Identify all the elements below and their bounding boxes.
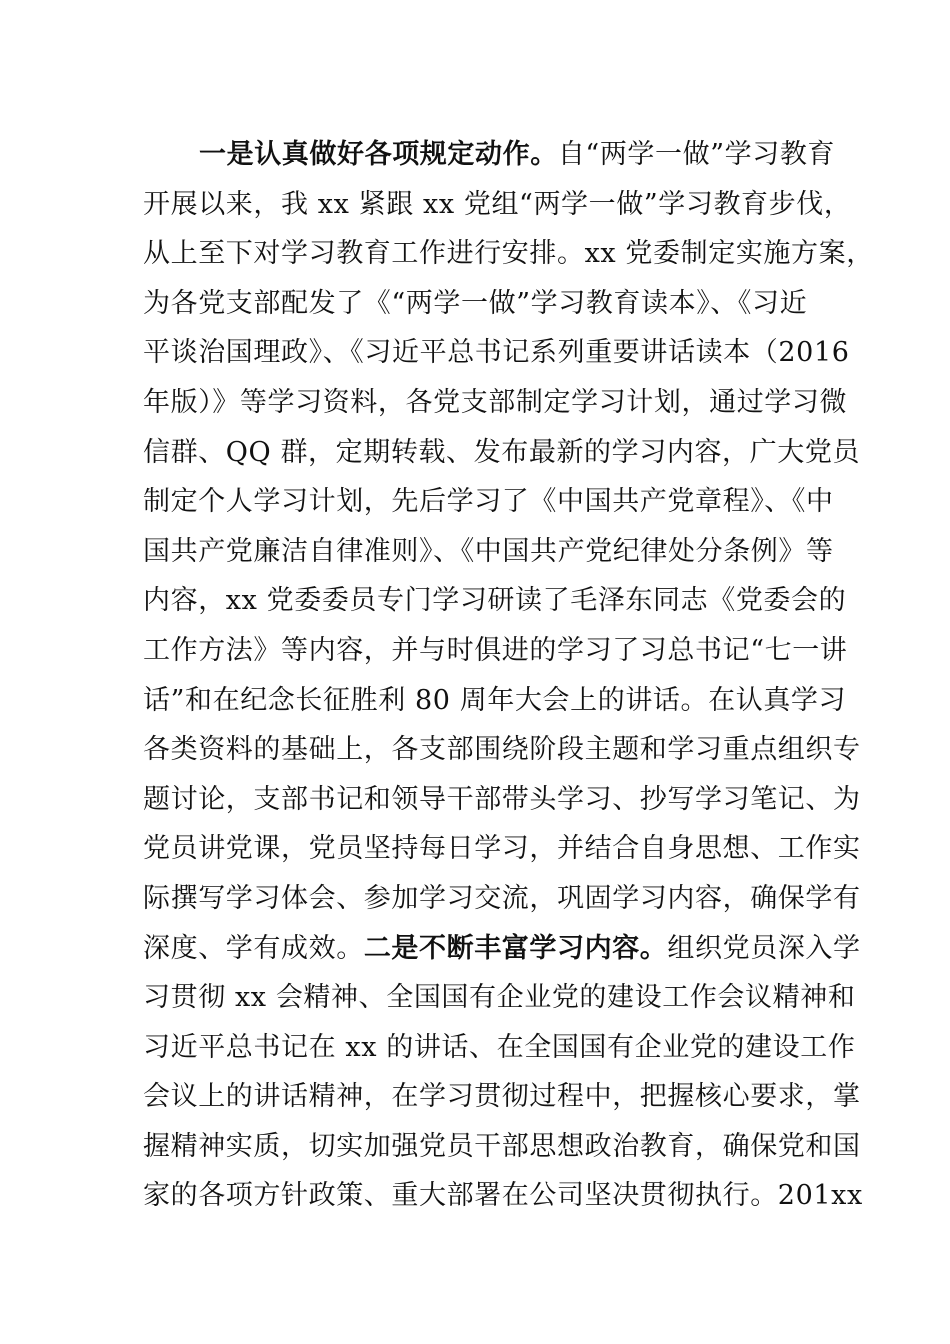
text-segment: 党员讲党课，党员坚持每日学习，并结合自身思想、工作实	[143, 833, 861, 865]
text-segment: 自“两学一做”学习教育	[557, 139, 836, 170]
text-line	[143, 676, 847, 726]
text-line	[143, 924, 861, 974]
text-segment: 工作方法》等内容，并与时俱进的学习了习总书记“七一讲	[143, 634, 848, 666]
text-segment: 各类资料的基础上，各支部围绕阶段主题和学习重点组织专	[143, 734, 861, 766]
text-segment: 平谈治国理政》、《习近平总书记系列重要讲话读本（2016	[143, 337, 850, 369]
text-segment: 从上至下对学习教育工作进行安排。xx 党委制定实施方案，	[143, 238, 874, 270]
text-segment: 组织党员深入学	[667, 932, 861, 964]
text-segment: 制定个人学习计划，先后学习了《中国共产党章程》、《中	[143, 486, 834, 518]
text-segment: 握精神实质，切实加强党员干部思想政治教育，确保党和国	[143, 1130, 861, 1162]
text-line	[143, 279, 823, 329]
text-line	[143, 1072, 861, 1122]
text-line	[143, 378, 848, 428]
text-line	[143, 1171, 863, 1221]
text-line	[143, 180, 852, 230]
text-line	[143, 328, 850, 378]
text-line	[143, 725, 861, 775]
text-line	[143, 229, 874, 279]
text-segment: 际撰写学习体会、参加学习交流，巩固学习内容，确保学有	[143, 882, 861, 914]
text-segment: 内容，xx 党委委员专门学习研读了毛泽东同志《党委会的	[143, 585, 847, 617]
text-segment: 题讨论，支部书记和领导干部带头学习、抄写学习笔记、为	[143, 783, 861, 815]
text-segment: 习贯彻 xx 会精神、全国国有企业党的建设工作会议精神和	[143, 982, 856, 1014]
text-line	[143, 1122, 861, 1172]
text-line	[143, 973, 856, 1023]
text-line	[143, 874, 861, 924]
text-line	[143, 527, 834, 577]
text-line	[143, 428, 861, 478]
text-segment: 会议上的讲话精神，在学习贯彻过程中，把握核心要求，掌	[143, 1081, 861, 1113]
text-line	[143, 1023, 856, 1073]
text-segment: 家的各项方针政策、重大部署在公司坚决贯彻执行。201xx	[143, 1180, 863, 1212]
text-segment: 习近平总书记在 xx 的讲话、在全国国有企业党的建设工作	[143, 1031, 856, 1063]
text-segment: 开展以来，我 xx 紧跟 xx 党组“两学一做”学习教育步伐，	[143, 188, 852, 220]
text-line	[143, 626, 848, 676]
text-segment: 为各党支部配发了《“两学一做”学习教育读本》、《习近	[143, 287, 808, 319]
text-segment: 深度、学有成效。	[143, 932, 364, 964]
text-segment: 年版）》等学习资料，各党支部制定学习计划，通过学习微	[143, 386, 848, 418]
text-line	[143, 130, 836, 180]
text-line	[143, 775, 861, 825]
text-segment: 话”和在纪念长征胜利 80 周年大会上的讲话。在认真学习	[143, 684, 847, 716]
document-body	[143, 130, 874, 1221]
text-line	[143, 576, 847, 626]
text-segment: 国共产党廉洁自律准则》、《中国共产党纪律处分条例》等	[143, 535, 834, 567]
text-segment: 信群、QQ 群，定期转载、发布最新的学习内容，广大党员	[143, 436, 861, 468]
bold-heading: 一是认真做好各项规定动作。	[199, 139, 558, 170]
text-line	[143, 824, 861, 874]
text-line	[143, 477, 834, 527]
bold-heading: 二是不断丰富学习内容。	[363, 932, 668, 964]
